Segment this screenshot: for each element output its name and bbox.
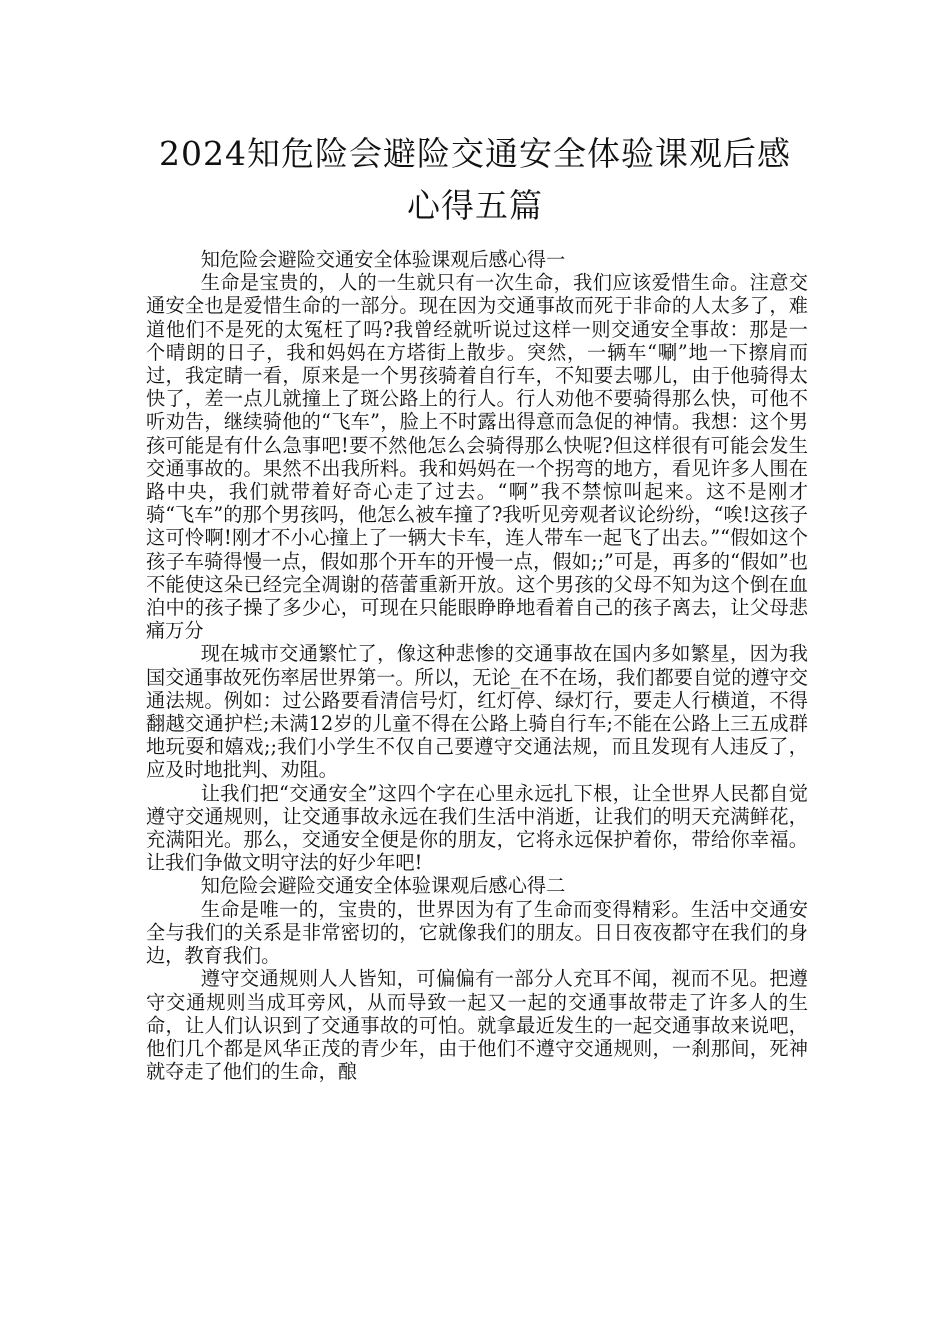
- title-line-1: 2024知危险会避险交通安全体验课观后感: [159, 134, 791, 173]
- paragraph: 生命是唯一的，宝贵的，世界因为有了生命而变得精彩。生活中交通安全与我们的关系是非常密切的，它就像我们的朋友。日日夜夜都守在我们的身边，教育我们。: [146, 897, 808, 968]
- section-heading: 知危险会避险交通安全体验课观后感心得二: [200, 874, 566, 898]
- document-body: [146, 248, 808, 1083]
- paragraph: 现在城市交通繁忙了，像这种悲惨的交通事故在国内多如繁星，因为我国交通事故死伤率居世界第一。所以，无论_在不在场，我们都要自觉的遵守交通法规。例如：过公路要看清信号灯，红灯停、绿灯行，要走人行横道，不得翻越交通护栏;未满12岁的儿童不得在公路上骑自行车;不能在公路上三五成群地玩耍和嬉戏;;我们小学生不仅自己要遵守交通法规，而且发现有人违反了，应及时地批判、劝阻。: [146, 642, 808, 782]
- title-line-2: 心得五篇: [407, 186, 543, 225]
- section-heading: 知危险会避险交通安全体验课观后感心得一: [200, 248, 566, 271]
- paragraph: 遵守交通规则人人皆知，可偏偏有一部分人充耳不闻，视而不见。把遵守交通规则当成耳旁风，从而导致一起又一起的交通事故带走了许多人的生命，让人们认识到了交通事故的可怕。就拿最近发生的一起交通事故来说吧，他们几个都是风华正茂的青少年，由于他们不遵守交通规则，一刹那间，死神就夺走了他们的生命，酿: [146, 967, 808, 1084]
- paragraph: 生命是宝贵的，人的一生就只有一次生命，我们应该爱惜生命。注意交通安全也是爱惜生命的一部分。现在因为交通事故而死于非命的人太多了，难道他们不是死的太冤枉了吗?我曾经就听说过这样一则交通安全事故：那是一个晴朗的日子，我和妈妈在方塔街上散步。突然，一辆车“唰”地一下擦肩而过，我定睛一看，原来是一个男孩骑着自行车，不知要去哪儿，由于他骑得太快了，差一点儿就撞上了斑公路上的行人。行人劝他不要骑得那么快，可他不听劝告，继续骑他的“飞车”，脸上不时露出得意而急促的神情。我想：这个男孩可能是有什么急事吧!要不然他怎么会骑得那么快呢?但这样很有可能会发生交通事故的。果然不出我所料。我和妈妈在一个拐弯的地方，看见许多人围在路中央，我们就带着好奇心走了过去。“啊”我不禁惊叫起来。这不是刚才骑“飞车”的那个男孩吗，他怎么被车撞了?我听见旁观者议论纷纷，“唉!这孩子这可怜啊!刚才不小心撞上了一辆大卡车，连人带车一起飞了出去。”“假如这个孩子车骑得慢一点，假如那个开车的开慢一点，假如;;”可是，再多的“假如”也不能使这朵已经完全凋谢的蓓蕾重新开放。这个男孩的父母不知为这个倒在血泊中的孩子操了多少心，可现在只能眼睁睁地看着自己的孩子离去，让父母悲痛万分: [146, 271, 808, 643]
- document-title: [90, 128, 860, 232]
- paragraph: 让我们把“交通安全”这四个字在心里永远扎下根，让全世界人民都自觉遵守交通规则，让交通事故永远在我们生活中消逝，让我们的明天充满鲜花，充满阳光。那么，交通安全便是你的朋友，它将永远保护着你，带给你幸福。让我们争做文明守法的好少年吧!: [146, 781, 808, 875]
